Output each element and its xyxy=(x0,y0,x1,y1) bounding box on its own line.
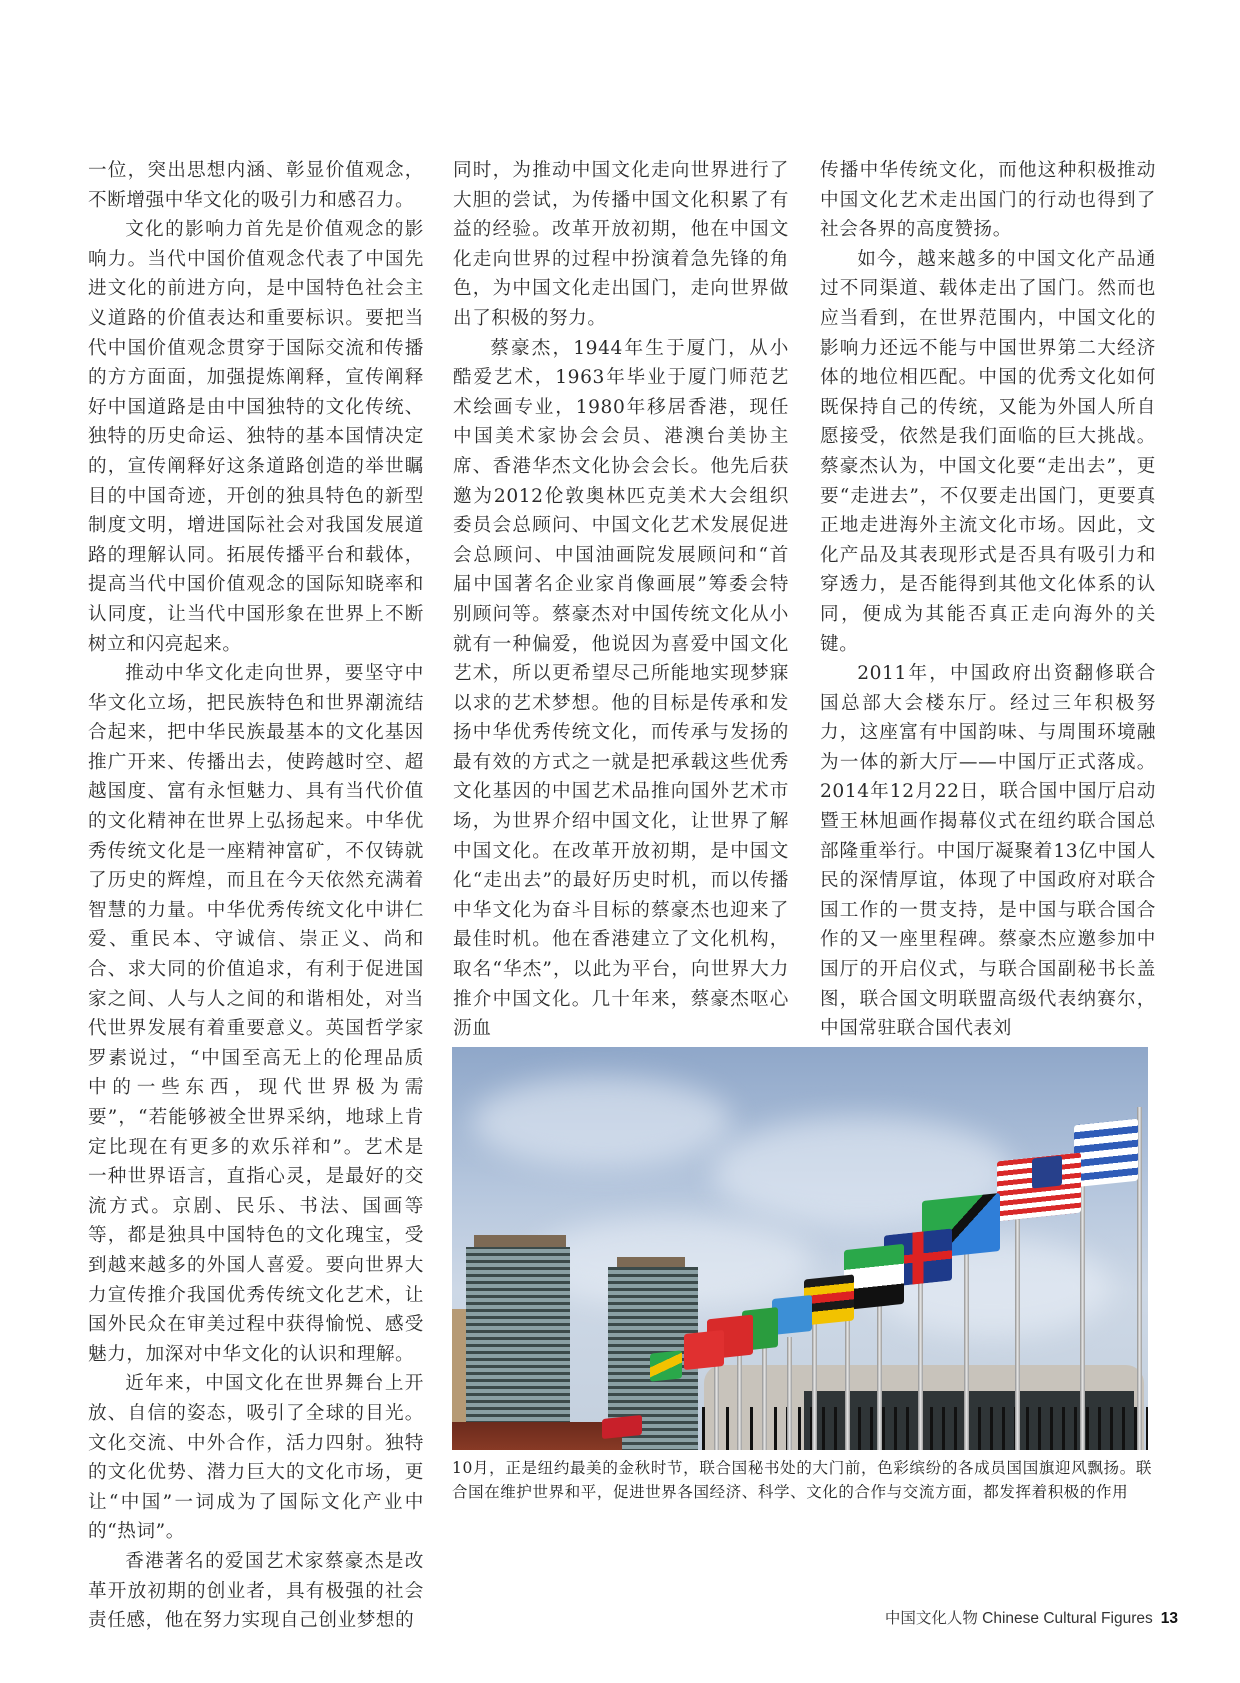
paragraph: 香港著名的爱国艺术家蔡豪杰是改革开放初期的创业者，具有极强的社会责任感，他在努力实现自己创业梦想的 xyxy=(88,1550,424,1632)
cloud xyxy=(472,1077,732,1167)
un-flags-photo xyxy=(452,1047,1148,1450)
autumn-trees xyxy=(452,1422,622,1450)
paragraph: 2011年，中国政府出资翻修联合国总部大会楼东厅。经过三年积极努力，这座富有中国韵味、与周围环境融为一体的新大厅——中国厅正式落成。2014年12月22日，联合国中国厅启动暨王林旭画作揭幕仪式在纽约联合国总部隆重举行。中国厅凝聚着13亿中国人民的深情厚谊，体现了中国政府对联合国工作的一贯支持，是中国与联合国合作的又一座里程碑。蔡豪杰应邀参加中国厅的开启仪式，与联合国副秘书长盖图，联合国文明联盟高级代表纳赛尔，中国常驻联合国代表刘 xyxy=(820,663,1156,1040)
flagpole xyxy=(714,1357,719,1450)
article-column-1 xyxy=(88,156,424,1636)
flag-green-yellow xyxy=(650,1350,682,1381)
flagpole xyxy=(737,1352,742,1450)
article-column-3 xyxy=(820,156,1156,1044)
paragraph: 一位，突出思想内涵、彰显价值观念，不断增强中华文化的吸引力和感召力。 xyxy=(88,160,424,211)
paragraph: 如今，越来越多的中国文化产品通过不同渠道、载体走出了国门。然而也应当看到，在世界范围内，中国文化的影响力还远不能与中国世界第二大经济体的地位相匹配。中国的优秀文化如何既保持自己的传统，又能为外国人所自愿接受，依然是我们面临的巨大挑战。蔡豪杰认为，中国文化要“走出去”，更要“走进去”，不仅要走出国门，更要真正地走进海外主流文化市场。因此，文化产品及其表现形式是否具有吸引力和穿透力，是否能得到其他文化体系的认同，便成为其能否真正走向海外的关键。 xyxy=(820,248,1156,655)
photo-caption xyxy=(452,1456,1152,1504)
flagpole xyxy=(812,1317,817,1450)
flag-usa-canton xyxy=(1032,1155,1062,1188)
flagpole xyxy=(1080,1177,1085,1450)
paragraph: 近年来，中国文化在世界舞台上开放、自信的姿态，吸引了全球的目光。文化交流、中外合作，活力四射。独特的文化优势、潜力巨大的文化市场，更让“中国”一词成为了国际文化产业中的“热词”。 xyxy=(88,1373,424,1543)
flag-blue xyxy=(772,1295,812,1335)
paragraph: 同时，为推动中国文化走向世界进行了大胆的尝试，为传播中国文化积累了有益的经验。改革开放初期，他在中国文化走向世界的过程中扮演着急先锋的角色，为中国文化走出国门，走向世界做出了积极的努力。 xyxy=(453,160,789,329)
flagpole xyxy=(845,1307,850,1450)
flag-timor-leste xyxy=(602,1415,642,1439)
page-footer xyxy=(885,1606,1178,1628)
publication-name: 中国文化人物 Chinese Cultural Figures xyxy=(884,1610,1153,1627)
flagpole xyxy=(877,1287,882,1450)
office-tower xyxy=(466,1247,570,1450)
paragraph: 推动中华文化走向世界，要坚守中华文化立场，把民族特色和世界潮流结合起来，把中华民族最基本的文化基因推广开来、传播出去，使跨越时空、超越国度、富有永恒魅力、具有当代价值的文化精神在世界上弘扬起来。中华优秀传统文化是一座精神富矿，不仅铸就了历史的辉煌，而且在今天依然充满着智慧的力量。中华优秀传统文化中讲仁爱、重民本、守诚信、崇正义、尚和合、求大同的价值追求，有利于促进国家之间、人与人之间的和谐相处，对当代世界发展有着重要意义。英国哲学家罗素说过，“中国至高无上的伦理品质中的一些东西，现代世界极为需要”，“若能够被全世界采纳，地球上肯定比现在有更多的欢乐祥和”。艺术是一种世界语言，直指心灵，是最好的交流方式。京剧、民乐、书法、国画等等，都是独具中国特色的文化瑰宝，受到越来越多的外国人喜爱。要向世界大力宣传推介我国优秀传统文化艺术，让国外民众在审美过程中获得愉悦、感受魅力，加深对中华文化的认识和理解。 xyxy=(88,663,424,1365)
flagpole xyxy=(918,1257,923,1450)
flagpole xyxy=(762,1347,767,1450)
flag-red xyxy=(684,1330,724,1370)
page-number: 13 xyxy=(1160,1610,1178,1627)
article-column-2 xyxy=(453,156,789,1044)
flagpole xyxy=(787,1337,792,1450)
flagpole xyxy=(1015,1207,1020,1450)
caption-text: 10月，正是纽约最美的金秋时节，联合国秘书处的大门前，色彩缤纷的各成员国国旗迎风飘扬。联合国在维护世界和平，促进世界各国经济、科学、文化的合作与交流方面，都发挥着积极的作用 xyxy=(452,1459,1152,1501)
paragraph: 蔡豪杰，1944年生于厦门，从小酷爱艺术，1963年毕业于厦门师范艺术绘画专业，1980年移居香港，现任中国美术家协会会员、港澳台美协主席、香港华杰文化协会会长。他先后获邀为2012伦敦奥林匹克美术大会组织委员会总顾问、中国文化艺术发展促进会总顾问、中国油画院发展顾问和“首届中国著名企业家肖像画展”筹委会特别顾问等。蔡豪杰对中国传统文化从小就有一种偏爱，他说因为喜爱中国文化艺术，所以更希望尽己所能地实现梦寐以求的艺术梦想。他的目标是传承和发扬中华优秀传统文化，而传承与发扬的最有效的方式之一就是把承载这些优秀文化基因的中国艺术品推向国外艺术市场，为世界介绍中国文化，让世界了解中国文化。在改革开放初期，是中国文化“走出去”的最好历史时机，而以传播中华文化为奋斗目标的蔡豪杰也迎来了最佳时机。他在香港建立了文化机构，取名“华杰”，以此为平台，向世界大力推介中国文化。几十年来，蔡豪杰呕心沥血 xyxy=(453,337,789,1040)
flagpole xyxy=(964,1237,969,1450)
paragraph: 文化的影响力首先是价值观念的影响力。当代中国价值观念代表了中国先进文化的前进方向，是中国特色社会主义道路的价值表达和重要标识。要把当代中国价值观念贯穿于国际交流和传播的方方面面，加强提炼阐释，宣传阐释好中国道路是由中国独特的文化传统、独特的历史命运、独特的基本国情决定的，宣传阐释好这条道路创造的举世瞩目的中国奇迹，开创的独具特色的新型制度文明，增进国际社会对我国发展道路的理解认同。拓展传播平台和载体，提高当代中国价值观念的国际知晓率和认同度，让当代中国形象在世界上不断树立和闪亮起来。 xyxy=(88,219,424,655)
paragraph: 传播中华传统文化，而他这种积极推动中国文化艺术走出国门的行动也得到了社会各界的高度赞扬。 xyxy=(820,160,1156,241)
flag-uruguay xyxy=(1074,1119,1138,1188)
